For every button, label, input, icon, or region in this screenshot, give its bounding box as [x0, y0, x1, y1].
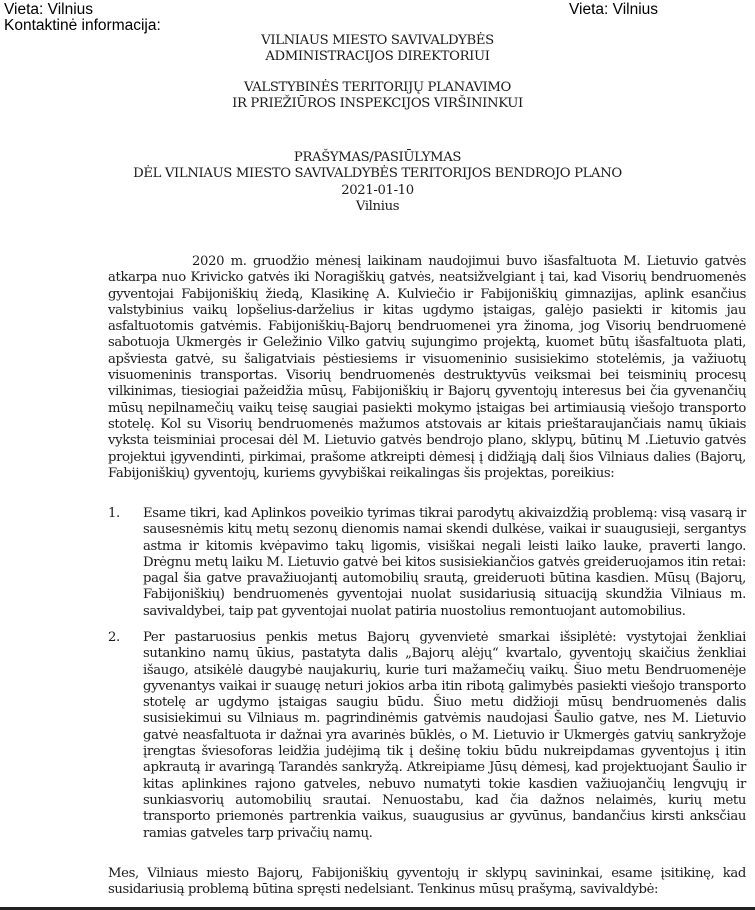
addressee-line: VILNIAUS MIESTO SAVIVALDYBĖS [261, 33, 494, 48]
list-item-text: Esame tikri, kad Aplinkos poveikio tyrimas tikrai parodytų akivaizdžią problemą: visą vasarą ir sausesnėmis kitų metų sezonų dienomis namai skendi dulkėse, vaikai ir suaugusieji, sergantys astma ir kitomis kvėpavimo takų ligomis, visiškai negali leisti laiko lauke, praverti lango. Drėgnu metų laiku M. Lietuvio gatvė bei kitos susisiekiančios gatvės greideruojamos itin retai: pagal šia gatve pravažiuojantį automobilių srautą, greideruoti būtina kasdien. Mūsų (Bajorų, Fabijoniškių) bendruomenės gyventojai nuolat susidariusią situaciją skundžia Vilniaus m. savivaldybei, taip pat gyventojai nuolat patiria nuostolius remontuojant automobilius. [143, 506, 746, 619]
addressee-line: IR PRIEŽIŪROS INSPEKCIJOS VIRŠININKUI [232, 96, 523, 112]
closing-paragraph [108, 866, 746, 899]
document-place: Vilnius [355, 198, 400, 214]
addressee-municipality [0, 33, 755, 66]
addressee-line: ADMINISTRACIJOS DIREKTORIUI [265, 49, 490, 65]
recipient-location: Vieta: Vilnius [569, 1, 659, 18]
recipient-info-block [569, 0, 658, 18]
intro-paragraph-text: 2020 m. gruodžio mėnesį laikinam naudojimui buvo išasfaltuota M. Lietuvio gatvės atkarpa nuo Krivicko gatvės iki Noragiškių gatvės, neatsižvelgiant į tai, kad Visorių bendruomenės gyventojai Fabijoniškių žiedą, Klasikinę A. Kulviečio ir Fabijoniškių gimnazijas, aplink esančius valstybinius vaikų lopšelius-darželius ir kitas ugdymo įstaigas, galėjo pasiekti ir kitomis jau asfaltuotomis gatvėmis. Fabijoniškių-Bajorų bendruomenei yra žinoma, jog Visorių bendruomenė sabotuoja Ukmergės ir Geležinio Vilko gatvių sujungimo projektą, kuomet būtų išasfaltuota plati, apšviesta gatvė, su šaligatviais pėstiesiems ir visuomeninio susisiekimo stotelėmis, ja važiuotų visuomeninis transportas. Visorių bendruomenės destruktyvūs veiksmai bei teisminių procesų vilkinimas, tiesiogiai pažeidžia mūsų, Fabijoniškių ir Bajorų gyventojų interesus bei čia gyvenančių mūsų nepilnamečių vaikų teisę saugiai pasiekti mokymo įstaigas bei artimiausią viešojo transporto stotelę. Kol su Visorių bendruomenės mažumos atstovais ar kitais prieštaraujančiais namų ūkiais vyksta teisminiai procesai dėl M. Lietuvio gatvės bendrojo plano, sklypų, būtinų M .Lietuvio gatvės projektui įgyvendinti, pirkimai, prašome atkreipti dėmesį į didžiąją dalį šios Vilniaus dalies (Bajorų, Fabijoniškių) gyventojų, kuriems gyvybiškai reikalingas šis projektas, poreikius: [108, 254, 746, 481]
document-date: 2021-01-10 [341, 182, 414, 198]
sender-info-block [4, 0, 161, 34]
document-subject: DĖL VILNIAUS MIESTO SAVIVALDYBĖS TERITORIJOS BENDROJO PLANO [133, 166, 622, 182]
list-item-number: 2. [108, 630, 120, 645]
closing-paragraph-text: Mes, Vilniaus miesto Bajorų, Fabijoniškių gyventojų ir sklypų savininkai, esame įsitikinę, kad susidariusią problemą būtina spręsti nedelsiant. Tenkinus mūsų prašymą, savivaldybė: [108, 866, 746, 898]
addressee-inspection [0, 80, 755, 113]
sender-contact-label: Kontaktinė informacija: [4, 17, 161, 34]
intro-paragraph [108, 254, 746, 482]
sender-location: Vieta: Vilnius [4, 1, 94, 18]
list-item-text: Per pastaruosius penkis metus Bajorų gyvenvietė smarkai išsiplėtė: vystytojai ženkliai sutankino namų ūkius, pastatyta dalis „Bajorų alėjų“ kvartalo, gyventojų skaičius ženkliai išaugo, atsikėlė daugybė naujakurių, kurie turi mažamečių vaikų. Šiuo metu Bendruomenėje gyvenantys vaikai ir suaugę neturi jokios arba itin ribotą galimybės pasiekti viešojo transporto stotelę ar ugdymo įstaigas saugiu būdu. Šiuo metu didžioji mūsų bendruomenės dalis susisiekimui su Vilniaus m. pagrindinėmis gatvėmis naudojasi Šaulio gatve, nes M. Lietuvio gatvė neasfaltuota ir dažnai yra avarinės būklės, o M. Lietuvio ir Ukmergės gatvių sankryžoje įrengtas šviesoforas leidžia judėjimą tik į dešinę tokiu būdu nukreipdamas gyventojus į itin apkrautą ir avaringą Tarandės sankryžą. Atkreipiame Jūsų dėmesį, kad projektuojant Šaulio ir kitas aplinkines rajono gatveles, nebuvo numatyti tokie kasdien važiuojančių lengvųjų ir sunkiasvorių automobilių srautai. Nenuostabu, kad čia dažnos nelaimės, kurių metu transporto priemonės partrenkia vaikus, suaugusius ar gyvūnus, bandančius kirsti anksčiau ramias gatveles tarp privačių namų. [143, 630, 746, 841]
list-item [108, 630, 746, 842]
document-type: PRAŠYMAS/PASIŪLYMAS [293, 150, 462, 165]
addressee-line: VALSTYBINĖS TERITORIJŲ PLANAVIMO [243, 80, 512, 95]
list-item-number: 1. [108, 506, 120, 521]
list-item [108, 506, 746, 620]
document-title-block [0, 150, 755, 215]
